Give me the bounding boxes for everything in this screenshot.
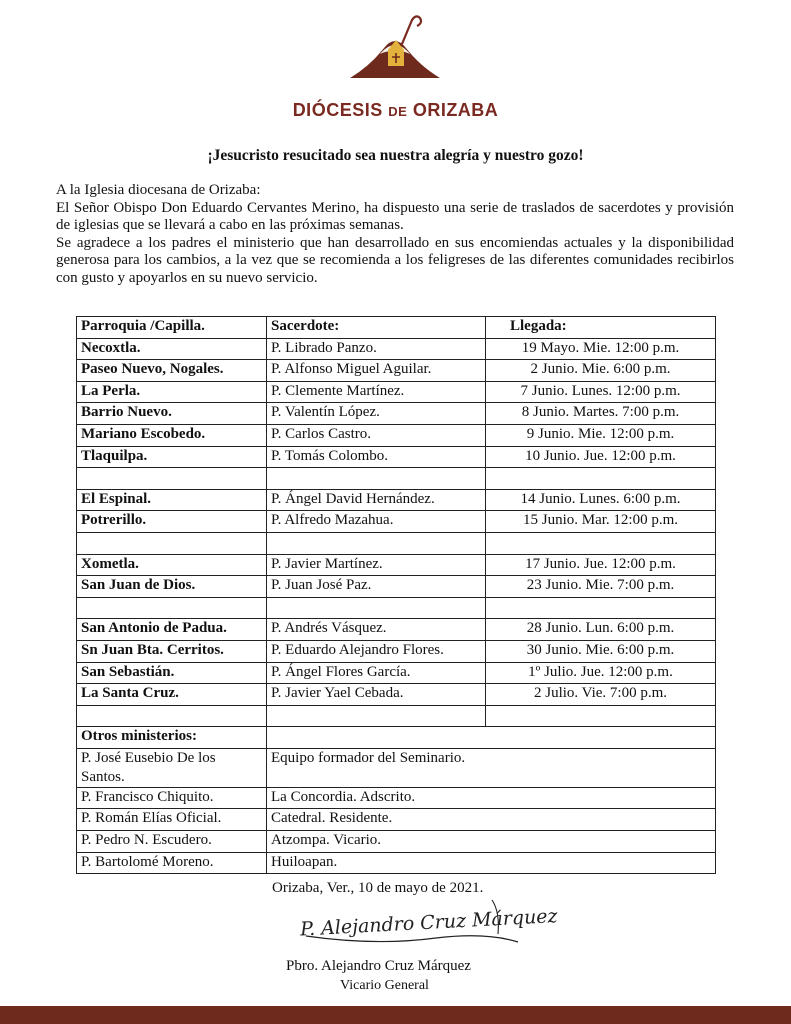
intro-paragraph-1: El Señor Obispo Don Eduardo Cervantes Merino, ha dispuesto una serie de traslados de sacerdotes y provisión de iglesias que se llevará a cabo en las próximas semanas. xyxy=(56,199,734,233)
arrival-cell: 10 Junio. Jue. 12:00 p.m. xyxy=(486,446,716,468)
arrival-cell: 2 Julio. Vie. 7:00 p.m. xyxy=(486,684,716,706)
arrival-cell xyxy=(486,468,716,490)
priest-cell: P. Alfonso Miguel Aguilar. xyxy=(267,360,486,382)
priest-cell: P. Clemente Martínez. xyxy=(267,381,486,403)
parish-cell: El Espinal. xyxy=(77,489,267,511)
priest-cell xyxy=(267,597,486,619)
parish-cell: San Juan de Dios. xyxy=(77,576,267,598)
priest-cell: P. Javier Yael Cebada. xyxy=(267,684,486,706)
arrival-cell: 7 Junio. Lunes. 12:00 p.m. xyxy=(486,381,716,403)
diocese-name xyxy=(0,100,791,121)
arrival-cell: 28 Junio. Lun. 6:00 p.m. xyxy=(486,619,716,641)
table-row xyxy=(77,576,716,598)
parish-cell: La Perla. xyxy=(77,381,267,403)
arrival-cell xyxy=(486,597,716,619)
signer-role: Vicario General xyxy=(340,978,429,993)
priest-cell: P. Librado Panzo. xyxy=(267,338,486,360)
assignments-table xyxy=(76,316,716,874)
parish-cell xyxy=(77,705,267,727)
parish-cell: Xometla. xyxy=(77,554,267,576)
table-row xyxy=(77,360,716,382)
parish-cell: Barrio Nuevo. xyxy=(77,403,267,425)
table-row xyxy=(77,640,716,662)
priest-cell: P. Carlos Castro. xyxy=(267,424,486,446)
ministry-assignment: Equipo formador del Seminario. xyxy=(267,748,716,787)
table-row xyxy=(77,554,716,576)
arrival-cell: 1º Julio. Jue. 12:00 p.m. xyxy=(486,662,716,684)
svg-text:P. Alejandro Cruz Márquez: P. Alejandro Cruz Márquez xyxy=(299,905,559,941)
brand-word-diocesis: DIÓCESIS xyxy=(292,100,383,120)
arrival-cell: 9 Junio. Mie. 12:00 p.m. xyxy=(486,424,716,446)
brand-word-orizaba: ORIZABA xyxy=(412,100,499,120)
arrival-cell: 14 Junio. Lunes. 6:00 p.m. xyxy=(486,489,716,511)
arrival-cell: 19 Mayo. Mie. 12:00 p.m. xyxy=(486,338,716,360)
priest-cell: P. Eduardo Alejandro Flores. xyxy=(267,640,486,662)
table-row xyxy=(77,468,716,490)
parish-cell: Necoxtla. xyxy=(77,338,267,360)
intro-paragraph-2: Se agradece a los padres el ministerio que han desarrollado en sus encomiendas actuales y la disponibilidad generosa para los cambios, a la vez que se recomienda a los feligreses de las diferentes comunidades recibirlos con gusto y apoyarlos en su nuevo servicio. xyxy=(56,234,734,286)
signer-name: Pbro. Alejandro Cruz Márquez xyxy=(286,958,471,974)
parish-cell: Tlaquilpa. xyxy=(77,446,267,468)
table-row xyxy=(77,532,716,554)
column-header: Sacerdote: xyxy=(267,317,486,339)
arrival-cell: 17 Junio. Jue. 12:00 p.m. xyxy=(486,554,716,576)
place-date: Orizaba, Ver., 10 de mayo de 2021. xyxy=(272,880,484,896)
parish-cell xyxy=(77,468,267,490)
parish-cell: San Antonio de Padua. xyxy=(77,619,267,641)
greeting: A la Iglesia diocesana de Orizaba: xyxy=(56,182,261,198)
ministry-assignment: Huiloapan. xyxy=(267,852,716,874)
ministry-assignment: Catedral. Residente. xyxy=(267,809,716,831)
motto: ¡Jesucristo resucitado sea nuestra alegría y nuestro gozo! xyxy=(207,147,584,164)
table-row xyxy=(77,381,716,403)
parish-cell xyxy=(77,597,267,619)
other-ministry-row xyxy=(77,831,716,853)
diocese-logo xyxy=(340,14,450,86)
parish-cell: Paseo Nuevo, Nogales. xyxy=(77,360,267,382)
arrival-cell: 2 Junio. Mie. 6:00 p.m. xyxy=(486,360,716,382)
arrival-cell xyxy=(486,532,716,554)
table-row xyxy=(77,489,716,511)
intro-text xyxy=(56,182,734,287)
arrival-cell: 15 Junio. Mar. 12:00 p.m. xyxy=(486,511,716,533)
table-row xyxy=(77,403,716,425)
table-row xyxy=(77,619,716,641)
signature xyxy=(286,894,559,956)
priest-cell xyxy=(267,705,486,727)
parish-cell: Mariano Escobedo. xyxy=(77,424,267,446)
ministry-priest: P. Pedro N. Escudero. xyxy=(77,831,267,853)
others-title-filler xyxy=(267,727,716,749)
other-ministry-row xyxy=(77,748,716,787)
priest-cell: P. Alfredo Mazahua. xyxy=(267,511,486,533)
table-row xyxy=(77,597,716,619)
arrival-cell xyxy=(486,705,716,727)
priest-cell: P. Andrés Vásquez. xyxy=(267,619,486,641)
ministry-priest: P. José Eusebio De los Santos. xyxy=(77,748,267,787)
other-ministry-row xyxy=(77,852,716,874)
parish-cell: San Sebastián. xyxy=(77,662,267,684)
table-row xyxy=(77,662,716,684)
parish-cell xyxy=(77,532,267,554)
table-row xyxy=(77,705,716,727)
priest-cell xyxy=(267,468,486,490)
priest-cell: P. Tomás Colombo. xyxy=(267,446,486,468)
column-header: Parroquia /Capilla. xyxy=(77,317,267,339)
parish-cell: Sn Juan Bta. Cerritos. xyxy=(77,640,267,662)
others-title: Otros ministerios: xyxy=(77,727,267,749)
ministry-priest: P. Bartolomé Moreno. xyxy=(77,852,267,874)
priest-cell: P. Ángel David Hernández. xyxy=(267,489,486,511)
priest-cell xyxy=(267,532,486,554)
parish-cell: Potrerillo. xyxy=(77,511,267,533)
others-title-row xyxy=(77,727,716,749)
other-ministry-row xyxy=(77,787,716,809)
table-row xyxy=(77,684,716,706)
table-header-row xyxy=(77,317,716,339)
crosier-staff xyxy=(402,16,421,44)
other-ministry-row xyxy=(77,809,716,831)
footer-bar xyxy=(0,1006,791,1024)
arrival-cell: 23 Junio. Mie. 7:00 p.m. xyxy=(486,576,716,598)
brand-word-de: DE xyxy=(388,104,408,119)
ministry-priest: P. Francisco Chiquito. xyxy=(77,787,267,809)
table-row xyxy=(77,446,716,468)
parish-cell: La Santa Cruz. xyxy=(77,684,267,706)
table-row xyxy=(77,424,716,446)
arrival-cell: 8 Junio. Martes. 7:00 p.m. xyxy=(486,403,716,425)
ministry-assignment: La Concordia. Adscrito. xyxy=(267,787,716,809)
arrival-cell: 30 Junio. Mie. 6:00 p.m. xyxy=(486,640,716,662)
ministry-priest: P. Román Elías Oficial. xyxy=(77,809,267,831)
priest-cell: P. Ángel Flores García. xyxy=(267,662,486,684)
column-header: Llegada: xyxy=(486,317,716,339)
priest-cell: P. Valentín López. xyxy=(267,403,486,425)
ministry-assignment: Atzompa. Vicario. xyxy=(267,831,716,853)
table-row xyxy=(77,338,716,360)
priest-cell: P. Juan José Paz. xyxy=(267,576,486,598)
table-row xyxy=(77,511,716,533)
priest-cell: P. Javier Martínez. xyxy=(267,554,486,576)
